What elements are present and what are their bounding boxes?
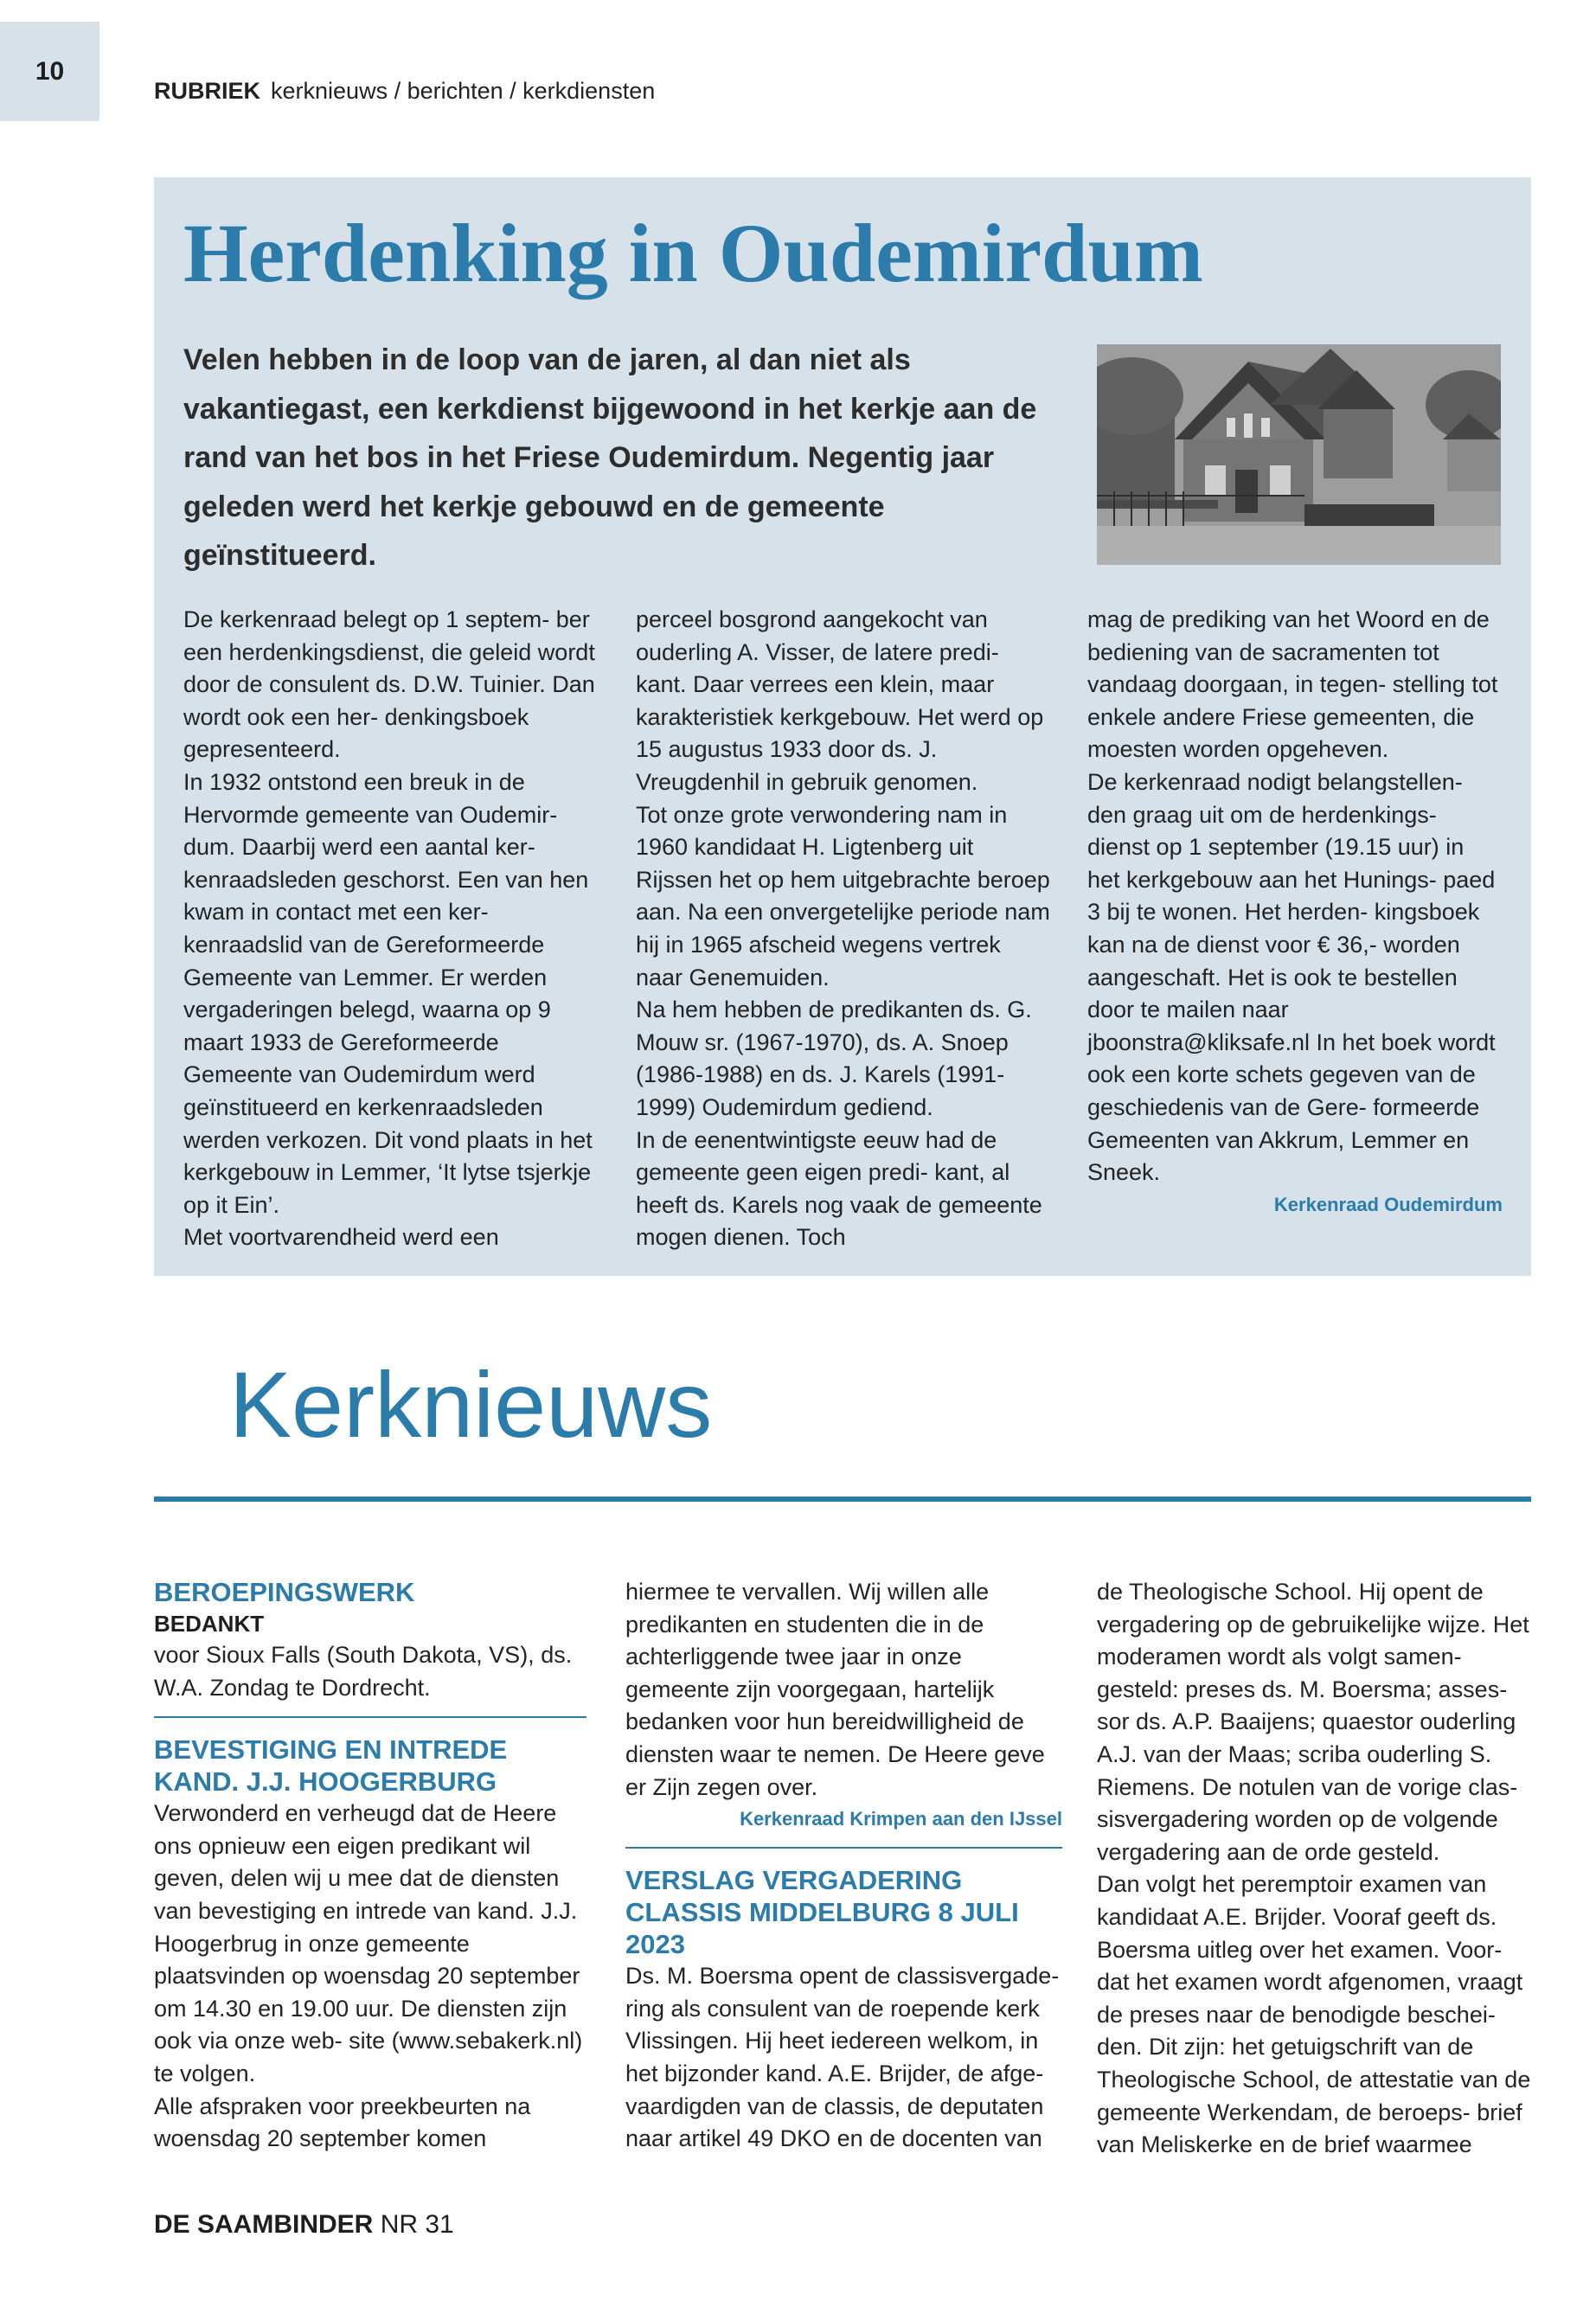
news-column-1 xyxy=(154,1576,586,2156)
magazine-name: DE SAAMBINDER xyxy=(154,2210,374,2239)
issue-number: NR 31 xyxy=(380,2210,454,2239)
beroepingswerk-text: voor Sioux Falls (South Dakota, VS), ds. W.A. Zondag te Dordrecht. xyxy=(154,1642,573,1701)
news-column-3 xyxy=(1097,1576,1538,2162)
column-divider xyxy=(625,1847,1062,1849)
feature-paragraph: De kerkenraad belegt op 1 septem- ber een herdenkingsdienst, die geleid wordt door de consulent ds. D.W. Tuinier. Dan wordt ook een her- denkingsboek gepresenteerd. xyxy=(183,606,595,763)
bevestiging-paragraph: Verwonderd en verheugd dat de Heere ons opnieuw een eigen predikant wil geven, delen wij u mee dat de diensten van bevestiging en intrede van kand. J.J. Hoogerbrug in onze gemeente plaatsvinden op woensdag 20 september om 14.30 en 19.00 uur. De diensten zijn ook via onze web- site (www.sebakerk.nl) te volgen. xyxy=(154,1800,583,2086)
feature-title: Herdenking in Oudemirdum xyxy=(183,207,1203,299)
section-divider xyxy=(154,1497,1531,1502)
feature-intro: Velen hebben in de loop van de jaren, al dan niet als vakantiegast, een kerkdienst bijgewoond in het kerkje aan de rand van het bos in het Friese Oudemirdum. Negentig jaar geleden werd het kerkje gebouwd en de gemeente geïnstitueerd. xyxy=(183,343,1037,572)
verslag-paragraph: de Theologische School. Hij opent de vergadering op de gebruikelijke wijze. Het moderamen wordt als volgt samen- gesteld: preses ds. M. Boersma; asses- sor ds. A.P. Baaijens; quaestor ouderling A.J. van der Maas; scriba ouderling S. Riemens. De notulen van de vorige clas- sisvergadering worden op de volgende vergadering aan de orde gesteld. xyxy=(1097,1579,1529,1865)
feature-paragraph: mag de prediking van het Woord en de bediening van de sacramenten tot vandaag doorgaan, in tegen- stelling tot enkele andere Friese gemeenten, die moesten worden opgeheven. xyxy=(1087,606,1498,763)
rubric-label: RUBRIEK xyxy=(154,78,261,104)
verslag-paragraph: Dan volgt het peremptoir examen van kandidaat A.E. Brijder. Vooraf geeft ds. Boersma uitleg over het examen. Voor- dat het examen wordt afgenomen, vraagt de preses naar de benodigde beschei- den. Dit zijn: het getuigschrift van de Theologische School, de attestatie van de gemeente Werkendam, de beroeps- brief van Meliskerke en de brief waarmee xyxy=(1097,1871,1531,2158)
feature-signature: Kerkenraad Oudemirdum xyxy=(1273,1193,1503,1215)
feature-paragraph: Tot onze grote verwondering nam in 1960 kandidaat H. Ligtenberg uit Rijssen het op hem uitgebrachte beroep aan. Na een onvergetelijke periode nam hij in 1965 afscheid wegens vertrek naar Genemuiden. xyxy=(636,801,1050,990)
bevestiging-paragraph: Alle afspraken voor preekbeurten na woensdag 20 september komen xyxy=(154,2093,531,2152)
page-footer xyxy=(154,2210,454,2240)
section-title-kerknieuws: Kerknieuws xyxy=(229,1352,713,1457)
rubric-path: kerknieuws / berichten / kerkdiensten xyxy=(271,78,656,104)
feature-paragraph: In 1932 ontstond een breuk in de Hervormde gemeente van Oudemir- dum. Daarbij werd een aantal ker- kenraadsleden geschorst. Een van hen kwam in contact met een ker- kenraadslid van de Gereformeerde Gemeente van Lemmer. Er werden vergaderingen belegd, waarna op 9 maart 1933 de Gereformeerde Gemeente van Oudemirdum werd geïnstitueerd en kerkenraadsleden werden verkozen. Dit vond plaats in het kerkgebouw in Lemmer, ‘It lytse tsjerkje op it Ein’. xyxy=(183,768,593,1218)
feature-paragraph: perceel bosgrond aangekocht van ouderling A. Visser, de latere predi- kant. Daar verrees een klein, maar karakteristiek kerkgebouw. Het werd op 15 augustus 1933 door ds. J. Vreugdenhil in gebruik genomen. xyxy=(636,606,1044,795)
feature-paragraph: Met voortvarendheid werd een xyxy=(183,1224,499,1251)
feature-paragraph: De kerkenraad nodigt belangstellen- den graag uit om de herdenkings- dienst op 1 september (19.15 uur) in het kerkgebouw aan het Hunings- paed 3 bij te wonen. Het herden- kingsboek kan na de dienst voor € 36,- worden aangeschaft. Het is ook te bestellen door te mailen naar jboonstra@kliksafe.nl In het boek wordt ook een korte schets gegeven van de geschiedenis van de Gere- formeerde Gemeenten van Akkrum, Lemmer en Sneek. xyxy=(1087,768,1496,1186)
heading-beroepingswerk: BEROEPINGSWERK xyxy=(154,1577,415,1607)
news-column-2 xyxy=(625,1576,1062,2156)
feature-column-1 xyxy=(183,604,599,1254)
page-number: 10 xyxy=(0,22,99,121)
heading-verslag: VERSLAG VERGADERING CLASSIS MIDDELBURG 8 JULI 2023 xyxy=(625,1865,1019,1960)
bevestiging-paragraph: hiermee te vervallen. Wij willen alle predikanten en studenten die in de achterliggende twee jaar in onze gemeente zijn voorgegaan, hartelijk bedanken voor hun bereidwilligheid de diensten waar te nemen. De Heere geve er Zijn zegen over. xyxy=(625,1579,1045,1800)
column-divider xyxy=(154,1716,586,1718)
feature-column-2 xyxy=(636,604,1051,1254)
bevestiging-signature: Kerkenraad Krimpen aan den IJssel xyxy=(740,1808,1062,1830)
church-photo xyxy=(1097,344,1501,565)
verslag-paragraph: Ds. M. Boersma opent de classisvergade- ring als consulent van de roepende kerk Vlissingen. Hij heet iedereen welkom, in het bijzonder kand. A.E. Brijder, de afge- vaardigden van de classis, de deputaten naar artikel 49 DKO en de docenten van xyxy=(625,1963,1060,2152)
heading-bevestiging: BEVESTIGING EN INTREDE KAND. J.J. HOOGERBURG xyxy=(154,1734,508,1798)
feature-column-3 xyxy=(1087,604,1503,1221)
feature-paragraph: Na hem hebben de predikanten ds. G. Mouw sr. (1967-1970), ds. A. Snoep (1986-1988) en ds. J. Karels (1991-1999) Oudemirdum gediend. xyxy=(636,997,1032,1120)
rubric-header xyxy=(154,78,655,105)
feature-paragraph: In de eenentwintigste eeuw had de gemeente geen eigen predi- kant, al heeft ds. Karels nog vaak de gemeente mogen dienen. Toch xyxy=(636,1126,1042,1251)
subheading-bedankt: BEDANKT xyxy=(154,1611,265,1637)
